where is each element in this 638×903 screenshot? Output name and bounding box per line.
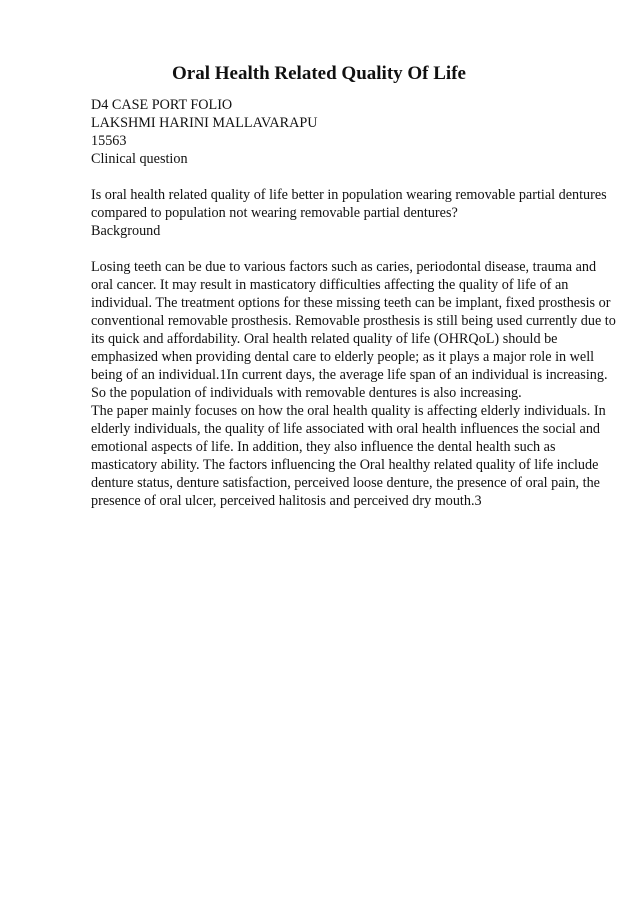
document-body <box>91 96 621 510</box>
course-line: D4 CASE PORT FOLIO <box>91 97 233 113</box>
clinical-question-heading: Clinical question <box>91 151 188 167</box>
spacer <box>91 168 621 186</box>
author-line: LAKSHMI HARINI MALLAVARAPU <box>91 115 318 131</box>
background-paragraph: Losing teeth can be due to various factors such as caries, periodontal disease, trauma and oral cancer. It may result in masticatory difficulties affecting the quality of life of an individual. The treatment options for these missing teeth can be implant, fixed prosthesis or conventional removable prosthesis. Removable prosthesis is still being used currently due to its quick and affordability. Oral health related quality of life (OHRQoL) should be emphasized when providing dental care to elderly people; as it plays a major role in well being of an individual.1In current days, the average life span of an individual is increasing. So the population of individuals with removable dentures is also increasing. <box>91 259 616 401</box>
spacer <box>91 240 621 258</box>
background-heading: Background <box>91 223 161 239</box>
document-title: Oral Health Related Quality Of Life <box>172 63 466 84</box>
id-number-line: 15563 <box>91 133 127 149</box>
background-paragraph: The paper mainly focuses on how the oral health quality is affecting elderly individuals. In elderly individuals, the quality of life associated with oral health influences the social and emotional aspects of life. In addition, they also influence the dental health such as masticatory ability. The factors influencing the Oral healthy related quality of life include denture status, denture satisfaction, perceived loose denture, the presence of oral pain, the presence of oral ulcer, perceived halitosis and perceived dry mouth.3 <box>91 403 606 509</box>
clinical-question-text: Is oral health related quality of life better in population wearing removable partial dentures compared to population not wearing removable partial dentures? <box>91 187 607 221</box>
